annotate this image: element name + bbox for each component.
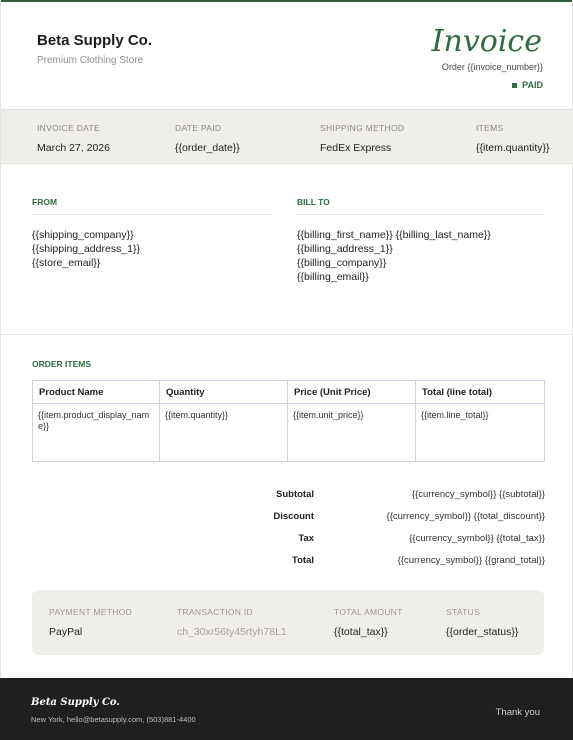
totals-row-total: [221, 549, 545, 571]
invoice-meta-bar: [1, 109, 573, 164]
totals-value: {{currency_symbol}} {{grand_total}}: [397, 554, 545, 566]
address-line: {{billing_first_name}} {{billing_last_name}}: [297, 229, 491, 241]
column-header: Total (line total): [416, 381, 545, 404]
meta-label: INVOICE DATE: [37, 123, 100, 133]
meta-value: March 27, 2026: [37, 142, 110, 154]
from-label: FROM: [32, 197, 272, 215]
bill-to-label: BILL TO: [297, 197, 545, 215]
status-badge-label: PAID: [522, 80, 543, 90]
payment-label: PAYMENT METHOD: [49, 607, 133, 617]
bill-to-address: [297, 197, 545, 284]
from-address: [32, 197, 272, 270]
payment-value: {{total_tax}}: [334, 626, 388, 638]
meta-invoice-date: [37, 123, 110, 154]
total-amount: [334, 607, 403, 638]
meta-value: FedEx Express: [320, 142, 392, 154]
totals-label: Tax: [298, 532, 314, 544]
order-number: Order {{invoice_number}}: [441, 62, 543, 72]
totals-row-tax: [221, 527, 545, 549]
totals-label: Discount: [273, 510, 314, 522]
address-line: {{billing_email}}: [297, 271, 369, 283]
meta-value: {{item.quantity}}: [476, 142, 550, 154]
order-items-label: ORDER ITEMS: [32, 359, 92, 369]
payment-label: TRANSACTION ID: [177, 607, 253, 617]
footer-contact-info: New York, hello@betasupply.com, (503)881-4400: [31, 715, 196, 724]
invoice-footer: [0, 678, 573, 740]
address-line: {{shipping_address_1}}: [32, 243, 141, 255]
column-header: Quantity: [160, 381, 288, 404]
meta-value: {{order_date}}: [175, 142, 240, 154]
footer-thank-you: Thank you: [495, 707, 540, 718]
totals-row-discount: [221, 505, 545, 527]
meta-items: [476, 123, 550, 154]
invoice-title: Invoice: [431, 24, 542, 59]
table-row: [33, 404, 545, 462]
meta-label: SHIPPING METHOD: [320, 123, 405, 133]
meta-date-paid: [175, 123, 240, 154]
invoice-header: [1, 2, 573, 109]
payment-value: ch_30xr56ty45rtyh78L1: [177, 626, 287, 638]
address-line: {{billing_address_1}}: [297, 243, 393, 255]
table-cell: {{item.quantity}}: [160, 404, 288, 462]
totals-value: {{currency_symbol}} {{subtotal}}: [411, 488, 545, 500]
transaction-id: [177, 607, 287, 638]
payment-method: [49, 607, 132, 638]
bill-to-lines: [297, 228, 545, 284]
totals-value: {{currency_symbol}} {{total_discount}}: [386, 510, 545, 522]
meta-label: ITEMS: [476, 123, 504, 133]
section-divider: [1, 334, 573, 335]
table-cell: {{item.line_total}}: [416, 404, 545, 462]
address-line: {{billing_company}}: [297, 257, 387, 269]
status-dot-icon: [512, 83, 517, 88]
status-badge: [512, 80, 543, 90]
totals-row-subtotal: [221, 483, 545, 505]
footer-company-name: Beta Supply Co.: [31, 697, 120, 708]
from-lines: [32, 228, 272, 270]
company-tagline: Premium Clothing Store: [37, 55, 144, 66]
table-cell: {{item.unit_price}}: [288, 404, 416, 462]
column-header: Product Name: [33, 381, 160, 404]
totals-summary: [221, 483, 545, 571]
column-header: Price (Unit Price): [288, 381, 416, 404]
payment-label: STATUS: [446, 607, 481, 617]
table-cell: {{item.product_display_name}}: [33, 404, 160, 462]
order-items-table: [32, 380, 545, 462]
payment-value: PayPal: [49, 626, 83, 638]
totals-label: Subtotal: [276, 488, 314, 500]
company-name: Beta Supply Co.: [37, 32, 153, 49]
totals-label: Total: [292, 554, 314, 566]
meta-label: DATE PAID: [175, 123, 222, 133]
payment-value: {{order_status}}: [446, 626, 519, 638]
address-line: {{shipping_company}}: [32, 229, 134, 241]
meta-shipping-method: [320, 123, 404, 154]
totals-value: {{currency_symbol}} {{total_tax}}: [409, 532, 545, 544]
table-header-row: [33, 381, 545, 404]
address-line: {{store_email}}: [32, 257, 101, 269]
payment-status: [446, 607, 518, 638]
payment-summary-panel: [32, 590, 544, 655]
payment-label: TOTAL AMOUNT: [334, 607, 403, 617]
